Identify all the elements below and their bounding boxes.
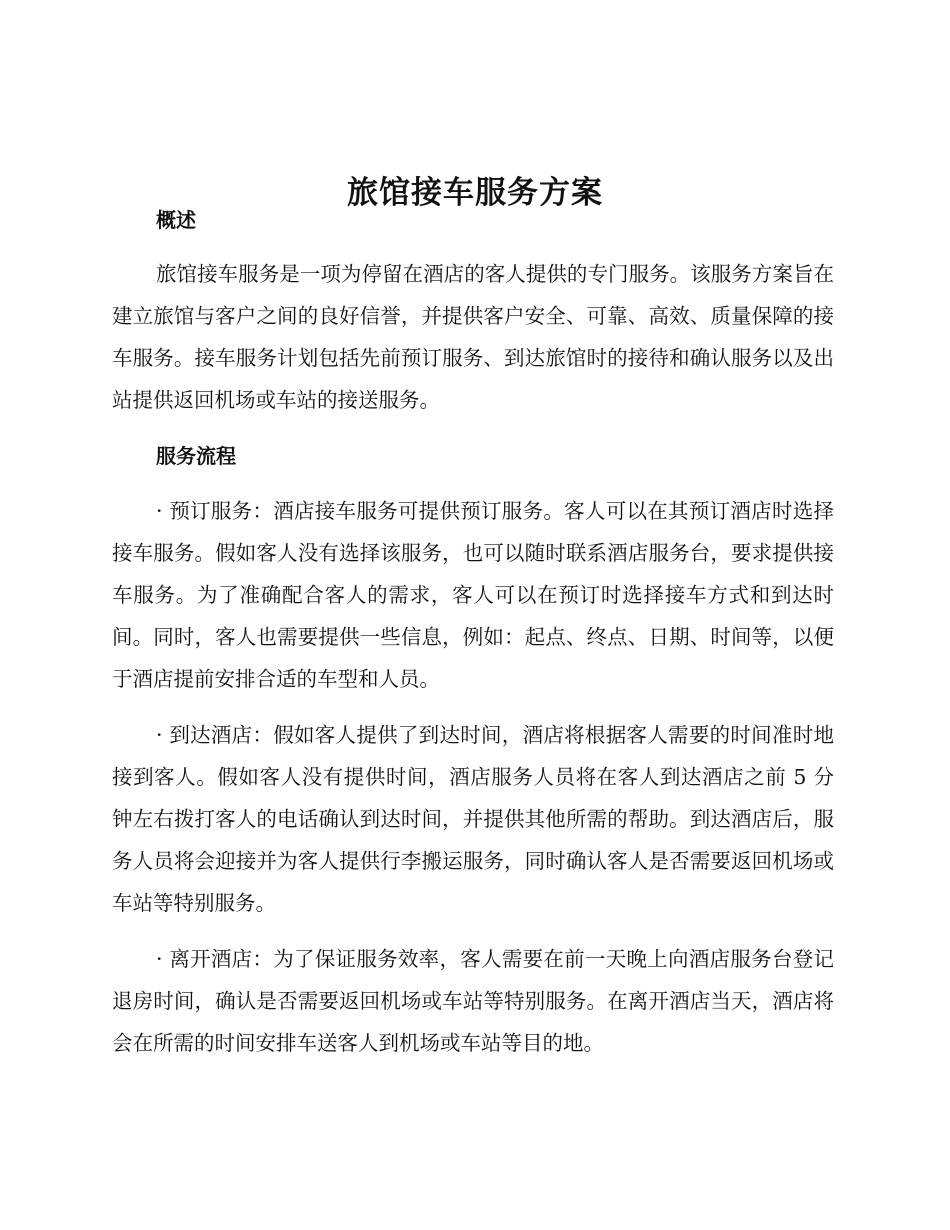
overview-paragraph: 旅馆接车服务是一项为停留在酒店的客人提供的专门服务。该服务方案旨在建立旅馆与客户之间的良好信誉，并提供客户安全、可靠、高效、质量保障的接车服务。接车服务计划包括先前预订服务、到达旅馆时的接待和确认服务以及出站提供返回机场或车站的接送服务。 (112, 262, 834, 412)
departure-service-paragraph: · 离开酒店：为了保证服务效率，客人需要在前一天晚上向酒店服务台登记退房时间，确认是否需要返回机场或车站等特别服务。在离开酒店当天，酒店将会在所需的时间安排车送客人到机场或车站等目的地。 (112, 947, 834, 1055)
booking-service-paragraph: · 预订服务：酒店接车服务可提供预订服务。客人可以在其预订酒店时选择接车服务。假如客人没有选择该服务，也可以随时联系酒店服务台，要求提供接车服务。为了准确配合客人的需求，客人可以在预订时选择接车方式和到达时间。同时，客人也需要提供一些信息，例如：起点、终点、日期、时间等，以便于酒店提前安排合适的车型和人员。 (112, 499, 834, 691)
service-process-heading: 服务流程 (156, 444, 236, 468)
arrival-service-paragraph: · 到达酒店：假如客人提供了到达时间，酒店将根据客人需要的时间准时地接到客人。假如客人没有提供时间，酒店服务人员将在客人到达酒店之前 5 分钟左右拨打客人的电话确认到达时间，并提供其他所需的帮助。到达酒店后，服务人员将会迎接并为客人提供行李搬运服务，同时确认客人是否需要返回机场或车站等特别服务。 (112, 723, 834, 915)
overview-heading: 概述 (156, 208, 196, 232)
document-title: 旅馆接车服务方案 (347, 174, 603, 211)
